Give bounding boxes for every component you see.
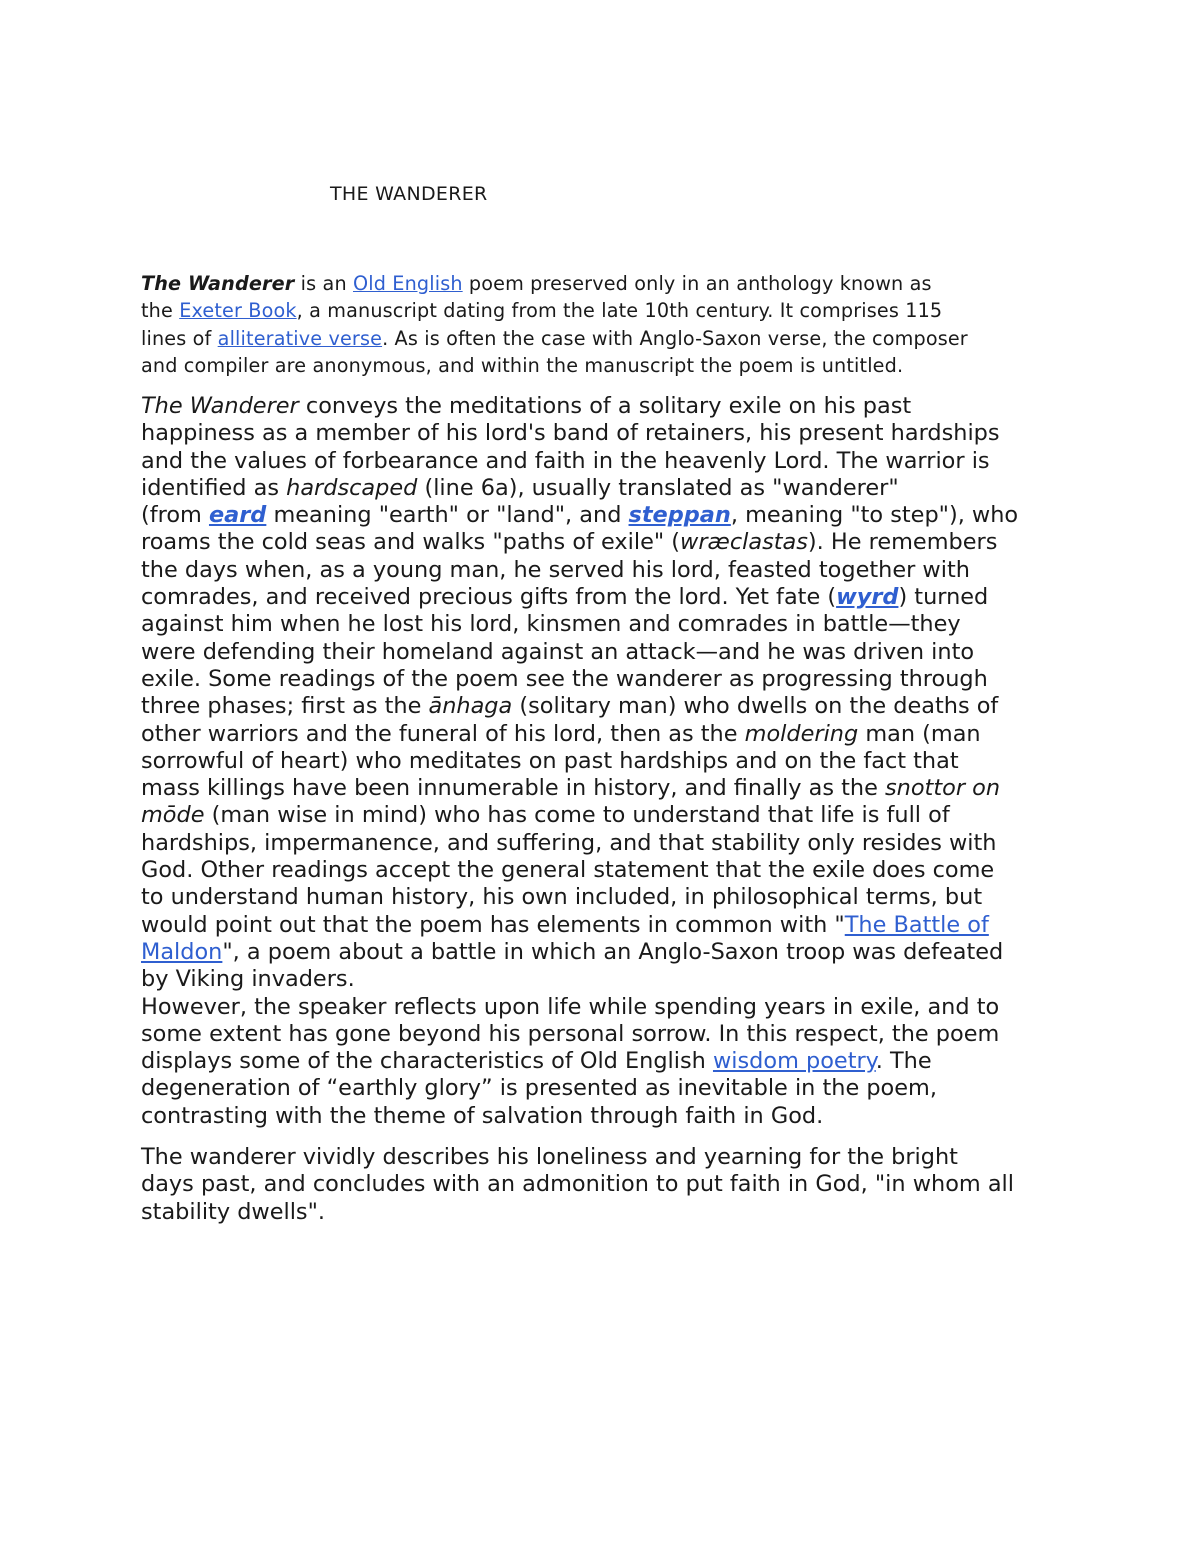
summary-line: some extent has gone beyond his personal sorrow. In this respect, the poem [141, 1020, 1000, 1047]
conclusion-paragraph [141, 1144, 1071, 1226]
summary-line: by Viking invaders. [141, 966, 355, 993]
summary-line: However, the speaker reflects upon life while spending years in exile, and to [141, 993, 1000, 1020]
intro-line: The Wanderer is an Old English poem preserved only in an anthology known as [141, 272, 932, 295]
intro-line: the Exeter Book, a manuscript dating from the late 10th century. It comprises 115 [141, 299, 943, 323]
battle-of-maldon-link-continued[interactable]: Maldon [141, 938, 223, 965]
summary-line: God. Other readings accept the general statement that the exile does come [141, 857, 995, 884]
eard-link[interactable]: eard [208, 502, 267, 529]
wisdom-poetry-link[interactable]: wisdom poetry [712, 1048, 876, 1075]
summary-line: other warriors and the funeral of his lord, then as the moldering man (man [141, 720, 981, 747]
term-wraeclastas: wræclastas [680, 529, 808, 556]
summary-line: happiness as a member of his lord's band of retainers, his present hardships [141, 420, 1000, 447]
alliterative-verse-link[interactable]: alliterative verse [217, 326, 383, 350]
term-snottor-on: snottor on [885, 775, 1001, 802]
intro-line: lines of alliterative verse. As is often the case with Anglo-Saxon verse, the composer [141, 326, 968, 350]
intro-line: and compiler are anonymous, and within the manuscript the poem is untitled. [141, 354, 904, 378]
summary-line: three phases; first as the ānhaga (solitary man) who dwells on the deaths of [141, 693, 999, 720]
summary-line: to understand human history, his own included, in philosophical terms, but [141, 884, 983, 911]
term-mode: mōde [141, 802, 205, 829]
summary-line: hardships, impermanence, and suffering, and that stability only resides with [141, 829, 997, 856]
term-moldering: moldering [744, 720, 859, 747]
wyrd-link[interactable]: wyrd [836, 584, 899, 611]
summary-line: sorrowful of heart) who meditates on past hardships and on the fact that [141, 747, 959, 774]
term-hardscaped: hardscaped [286, 474, 418, 501]
summary-line: degeneration of “earthly glory” is presented as inevitable in the poem, [141, 1075, 937, 1102]
poem-title-reference: The Wanderer [141, 393, 299, 419]
poem-title-reference: The Wanderer [141, 272, 295, 295]
summary-line: were defending their homeland against an attack—and he was driven into [141, 638, 975, 665]
exeter-book-link[interactable]: Exeter Book [179, 299, 297, 323]
document-title: THE WANDERER [330, 183, 488, 205]
summary-line: identified as hardscaped (line 6a), usually translated as "wanderer" [141, 474, 899, 501]
conclusion-line: The wanderer vividly describes his loneliness and yearning for the bright [141, 1144, 958, 1170]
summary-line: roams the cold seas and walks "paths of exile" (wræclastas). He remembers [141, 529, 998, 556]
summary-paragraph [141, 393, 1071, 1130]
conclusion-line: stability dwells". [141, 1198, 326, 1225]
summary-line: and the values of forbearance and faith in the heavenly Lord. The warrior is [141, 447, 990, 474]
summary-line: The Wanderer conveys the meditations of a solitary exile on his past [141, 393, 912, 419]
steppan-link[interactable]: steppan [628, 502, 731, 529]
intro-paragraph [141, 270, 1071, 380]
summary-line: mass killings have been innumerable in history, and finally as the snottor on [141, 775, 1001, 802]
old-english-link[interactable]: Old English [353, 272, 463, 295]
summary-line: contrasting with the theme of salvation through faith in God. [141, 1102, 824, 1129]
summary-line: Maldon", a poem about a battle in which an Anglo-Saxon troop was defeated [141, 938, 1004, 965]
summary-line: against him when he lost his lord, kinsmen and comrades in battle—they [141, 611, 961, 638]
summary-line: (from eard meaning "earth" or "land", and steppan, meaning "to step"), who [141, 502, 1019, 529]
summary-line: would point out that the poem has elements in common with "The Battle of [141, 911, 989, 938]
battle-of-maldon-link[interactable]: The Battle of [844, 911, 989, 938]
conclusion-line: days past, and concludes with an admonition to put faith in God, "in whom all [141, 1171, 1014, 1198]
summary-line: exile. Some readings of the poem see the wanderer as progressing through [141, 665, 988, 692]
term-anhaga: ānhaga [428, 693, 513, 720]
summary-line: the days when, as a young man, he served his lord, feasted together with [141, 556, 970, 583]
summary-line: displays some of the characteristics of Old English wisdom poetry. The [141, 1048, 932, 1075]
summary-line: mōde (man wise in mind) who has come to understand that life is full of [141, 802, 950, 829]
summary-line: comrades, and received precious gifts from the lord. Yet fate (wyrd) turned [141, 584, 989, 611]
